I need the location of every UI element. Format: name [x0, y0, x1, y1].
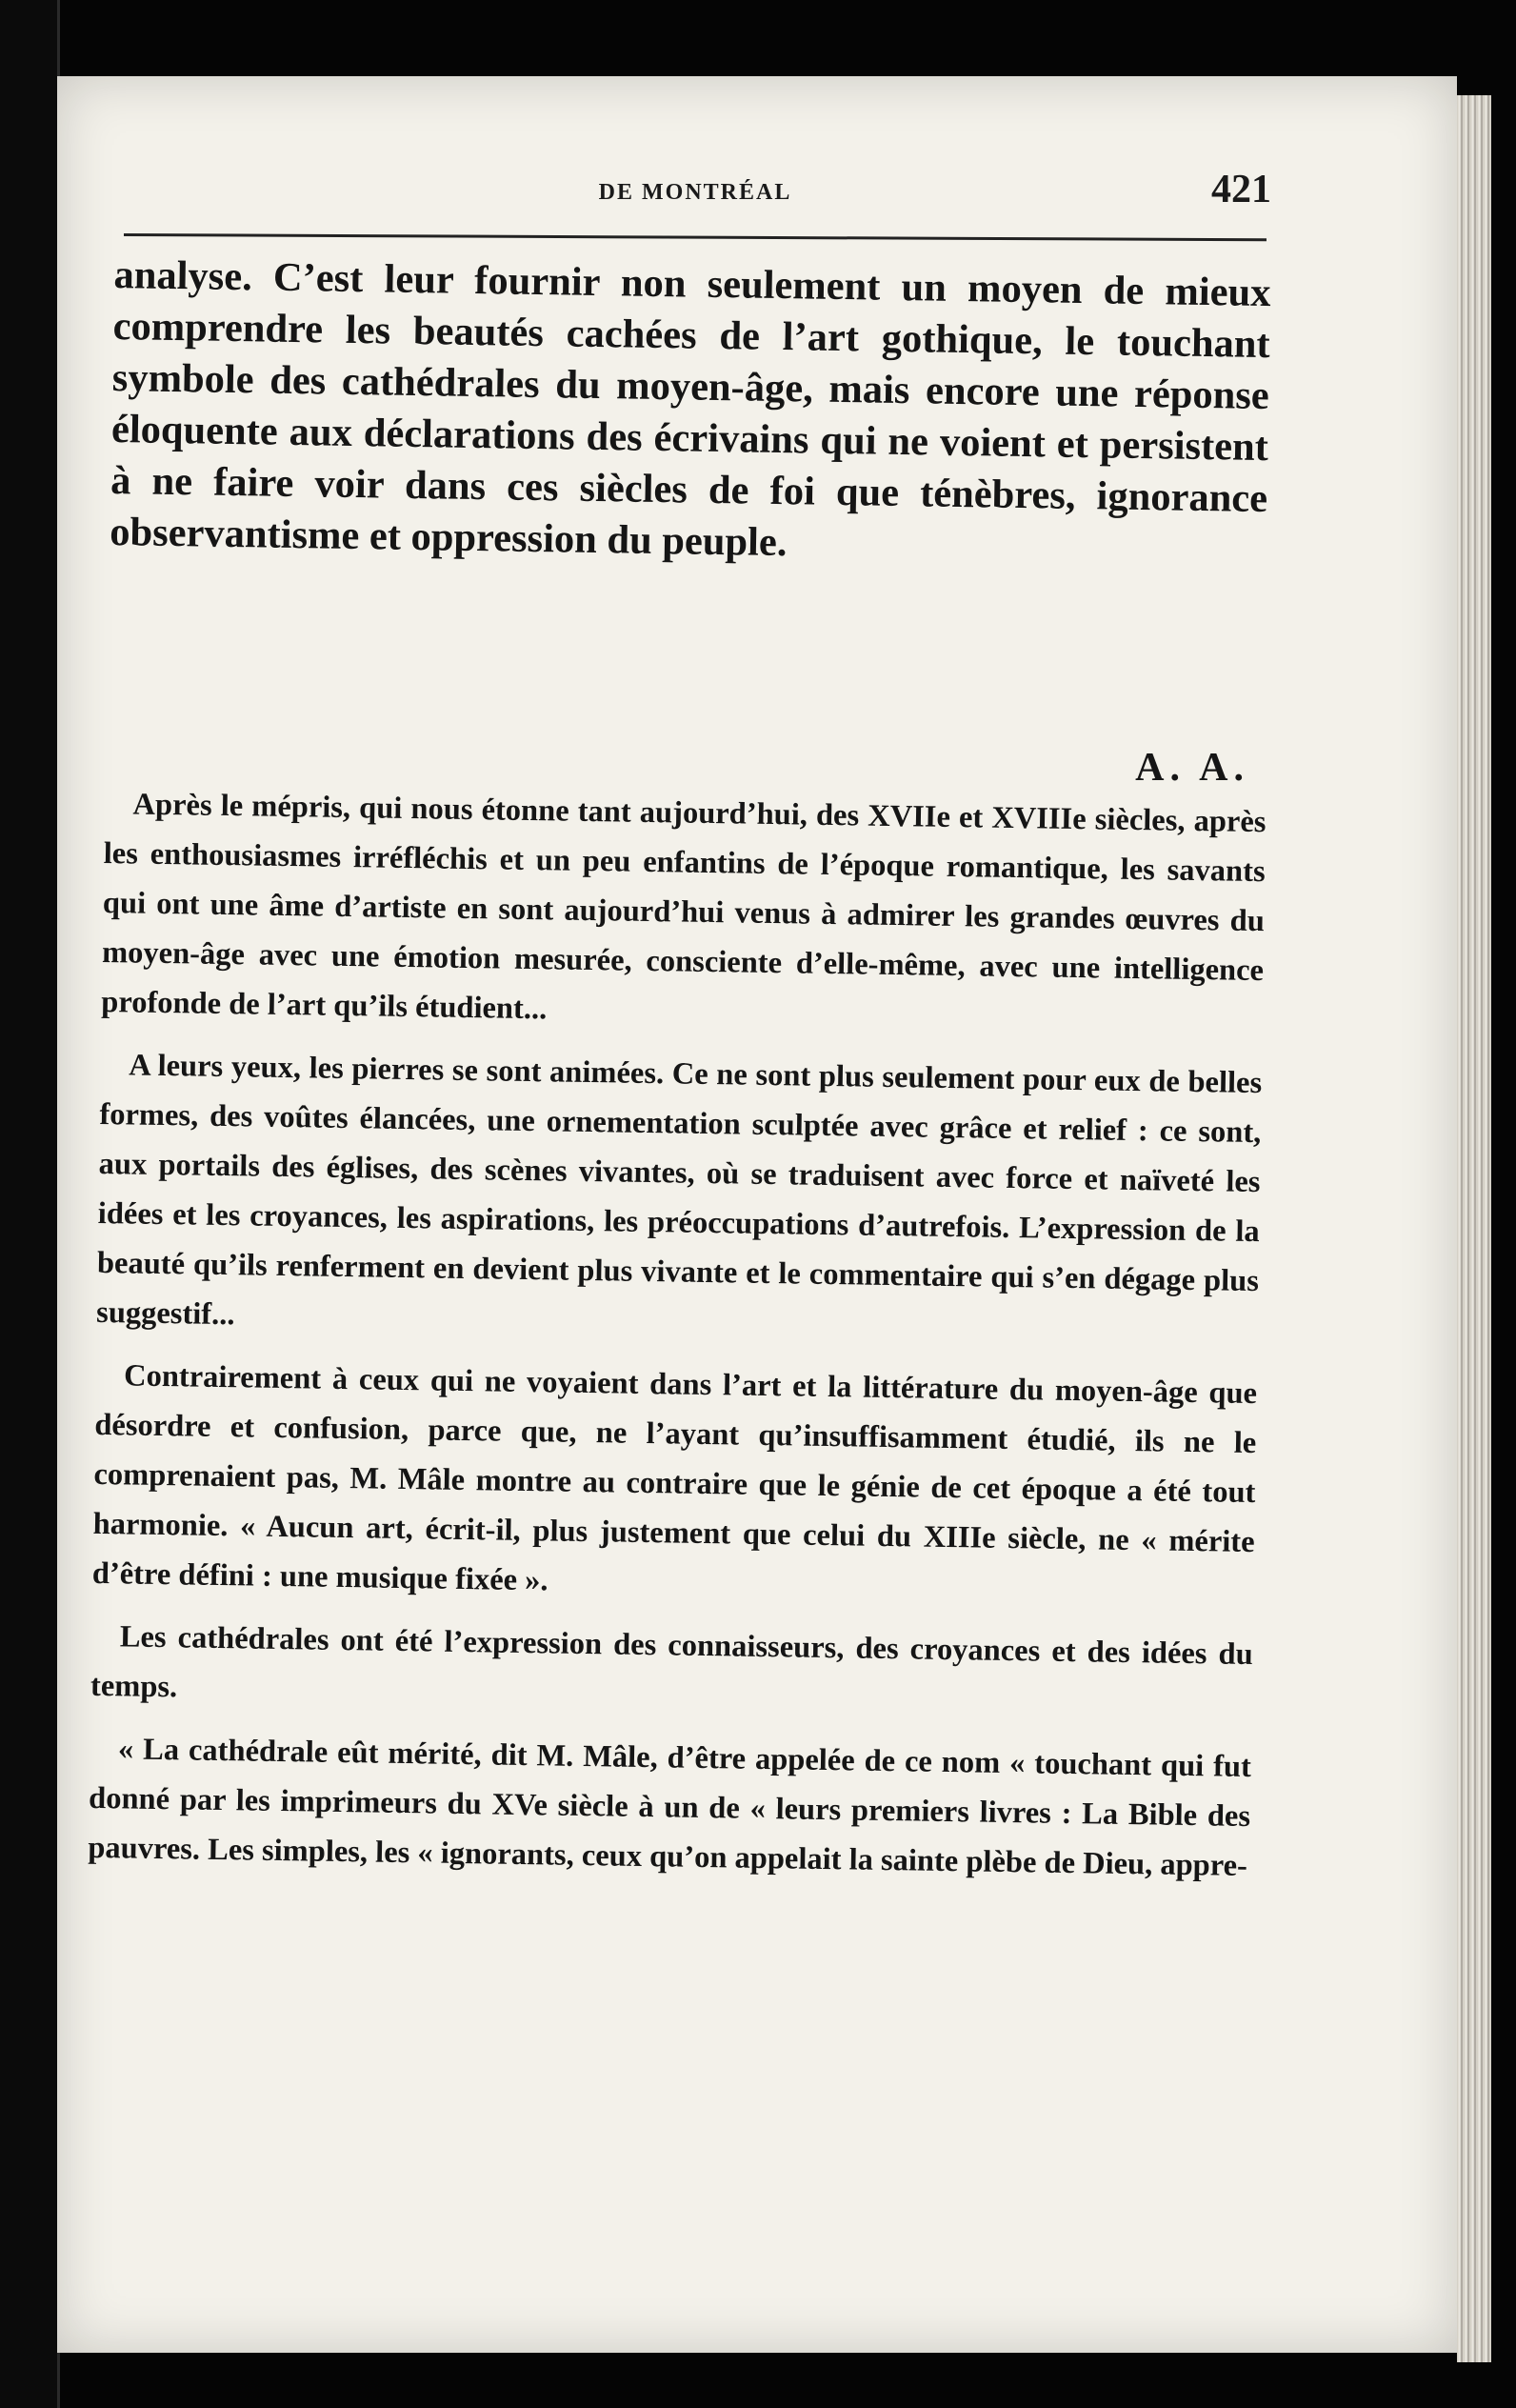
intro-paragraph: analyse. C’est leur fournir non seulement un moyen de mieux comprendre les beautés cachées de l’art gothique, le touchant symbole des cathédrales du moyen-âge, mais encore une réponse éloquente aux déclarations des écrivains qui ne voient et persistent à ne faire voir dans ces siècles de foi que ténèbres, ignorance observantisme et oppression du peuple. — [109, 251, 1271, 566]
body-text — [88, 779, 1267, 1904]
page-edges — [1457, 95, 1491, 2362]
paragraph: A leurs yeux, les pierres se sont animées. Ce ne sont plus seulement pour eux de belles formes, des voûtes élancées, une ornementation sculptée avec grâce et relief : ce sont, aux portails des églises, des scènes vivantes, où se traduisent avec force et naïveté les idées et les croyances, les aspirations, les préoccupations d’autrefois. L’expression de la beauté qu’ils renferment en devient plus vivante et le commentaire qui s’en dégage plus suggestif... — [95, 1048, 1263, 1333]
left-page-edge — [0, 0, 60, 2408]
paragraph: Les cathédrales ont été l’expression des connaisseurs, des croyances et des idées du temps. — [90, 1619, 1253, 1705]
page-header — [119, 167, 1271, 224]
page-number: 421 — [1211, 168, 1271, 211]
paragraph: « La cathédrale eût mérité, dit M. Mâle, d’être appelée de ce nom « touchant qui fut donné par les imprimeurs du XVe siècle à un de « leurs premiers livres : La Bible des pauvres. Les simples, les « ignorants, ceux qu’on appelait la sainte plèbe de Dieu, appre- — [88, 1732, 1252, 1883]
running-head: DE MONTRÉAL — [598, 180, 792, 205]
paragraph: Contrairement à ceux qui ne voyaient dans l’art et la littérature du moyen-âge que désordre et confusion, parce que, ne l’ayant qu’insuffisamment étudié, ils ne le comprenaient pas, M. Mâle montre au contraire que le génie de cet époque a été tout harmonie. « Aucun art, écrit-il, plus justement que celui du XIIIe siècle, ne « mérite d’être défini : une musique fixée ». — [91, 1358, 1258, 1598]
paragraph: Après le mépris, qui nous étonne tant aujourd’hui, des XVIIe et XVIIIe siècles, après les enthousiasmes irréfléchis et un peu enfantins de l’époque romantique, les savants qui ont une âme d’artiste en sont aujourd’hui venus à admirer les grandes œuvres du moyen-âge avec une émotion mesurée, consciente d’elle-même, avec une intelligence profonde de l’art qu’ils étudient... — [101, 787, 1267, 1027]
signature: A. A. — [1135, 746, 1249, 790]
